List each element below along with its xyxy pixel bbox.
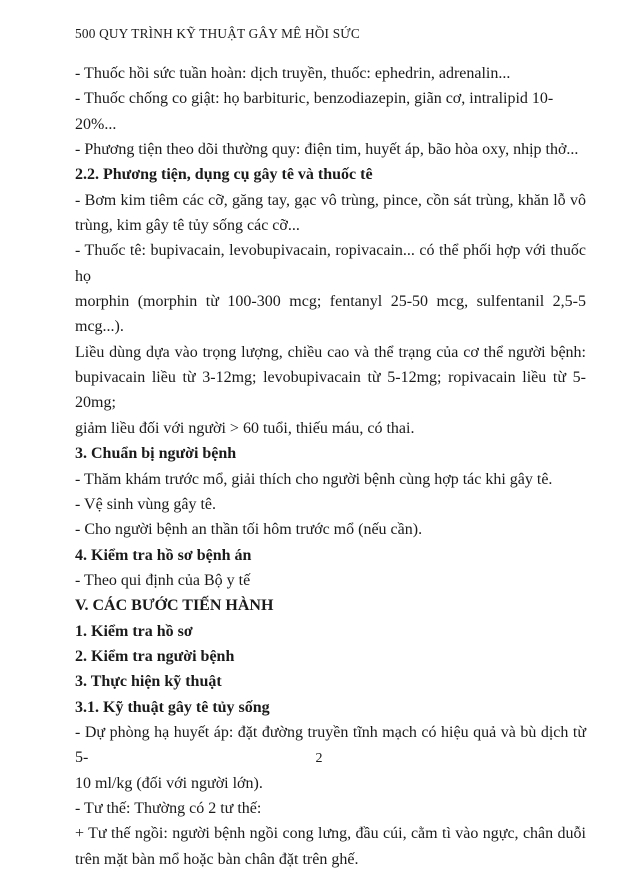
text-line: 4. Kiểm tra hồ sơ bệnh án [75,546,252,564]
section-heading [75,619,586,644]
paragraph [75,796,586,821]
text-line: - Dự phòng hạ huyết áp: đặt đường truyền tĩnh mạch có hiệu quả và bù dịch từ 5- [75,723,586,767]
text-line: V. CÁC BƯỚC TIẾN HÀNH [75,597,274,615]
page-number: 2 [315,751,323,766]
paragraph [75,517,586,542]
section-heading [75,695,586,720]
section-heading [75,441,586,466]
paragraph [75,238,586,441]
text-line: 3. Chuẩn bị người bệnh [75,445,237,463]
paragraph [75,137,586,162]
text-line: - Tư thế: Thường có 2 tư thế: [75,799,262,817]
text-line: - Thuốc chống co giật: họ barbituric, benzodiazepin, giãn cơ, intralipid 10-20%... [75,90,554,133]
paragraph [75,188,586,239]
section-heading [75,669,586,694]
text-line: - Thăm khám trước mổ, giải thích cho người bệnh cùng hợp tác khi gây tê. [75,470,553,488]
section-heading [75,644,586,669]
text-line: bupivacain liều từ 3-12mg; levobupivacain từ 5-12mg; ropivacain liều từ 5-20mg; [75,369,586,412]
text-line: 1. Kiểm tra hồ sơ [75,622,193,640]
text-line: 2. Kiểm tra người bệnh [75,647,235,665]
text-line: - Thuốc hồi sức tuần hoàn: dịch truyền, thuốc: ephedrin, adrenalin... [75,65,511,82]
paragraph [75,568,586,593]
text-line: - Bơm kim tiêm các cỡ, găng tay, gạc vô trùng, pince, cồn sát trùng, khăn lỗ vô [75,191,586,209]
section-heading [75,593,586,618]
section-heading [75,162,586,187]
text-line: morphin (morphin từ 100-300 mcg; fentanyl 25-50 mcg, sulfentanil 2,5-5 mcg...). [75,293,586,336]
text-line: Liều dùng dựa vào trọng lượng, chiều cao và thể trạng của cơ thể người bệnh: [75,343,586,361]
text-line: - Vệ sinh vùng gây tê. [75,495,217,513]
paragraph [75,61,586,86]
text-line: 2.2. Phương tiện, dụng cụ gây tê và thuốc tê [75,166,373,184]
text-line: 3. Thực hiện kỹ thuật [75,673,222,691]
text-line: 3.1. Kỹ thuật gây tê tủy sống [75,698,270,716]
text-line: - Thuốc tê: bupivacain, levobupivacain, ropivacain... có thể phối hợp với thuốc họ [75,242,586,285]
text-line: - Phương tiện theo dõi thường quy: điện tim, huyết áp, bão hòa oxy, nhịp thở... [75,141,579,159]
paragraph [75,821,586,872]
running-header: 500 QUY TRÌNH KỸ THUẬT GÂY MÊ HỒI SỨC [75,26,360,41]
text-line: - Theo qui định của Bộ y tế [75,571,251,589]
paragraph [75,492,586,517]
text-line: giảm liều đối với người > 60 tuổi, thiếu máu, có thai. [75,419,415,437]
section-heading [75,543,586,568]
paragraph [75,467,586,492]
text-line: - Cho người bệnh an thần tối hôm trước mổ (nếu cần). [75,521,423,539]
text-line: 10 ml/kg (đối với người lớn). [75,774,263,792]
text-line: + Tư thế ngồi: người bệnh ngồi cong lưng, đầu cúi, cằm tì vào ngực, chân duỗi [75,825,586,843]
paragraph [75,86,586,137]
text-line: trùng, kim gây tê tủy sống các cỡ... [75,217,300,235]
text-line: trên mặt bàn mổ hoặc bàn chân đặt trên ghế. [75,850,359,868]
